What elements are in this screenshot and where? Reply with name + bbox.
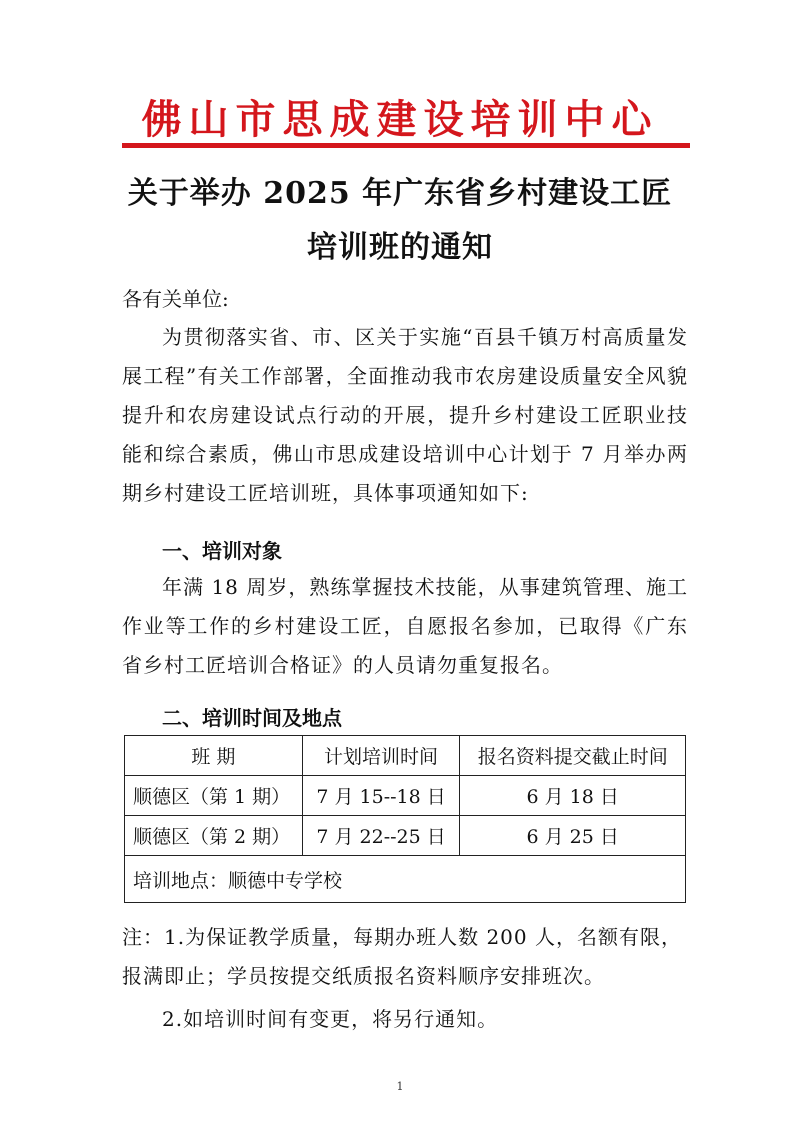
table-cell-deadline: 6 月 18 日: [460, 776, 686, 816]
section-2-heading: 二、培训时间及地点: [162, 706, 342, 730]
table-header-cell: 报名资料提交截止时间: [460, 736, 686, 776]
table-location-row: [125, 856, 686, 903]
letterhead-red-rule: [122, 143, 690, 148]
table-cell-training-time: 7 月 22--25 日: [302, 816, 460, 856]
table-header-cell: 计划培训时间: [302, 736, 460, 776]
section-1-body: 年满 18 周岁，熟练掌握技术技能，从事建筑管理、施工作业等工作的乡村建设工匠，自愿报名参加，已取得《广东省乡村工匠培训合格证》的人员请勿重复报名。: [122, 575, 688, 677]
note-1-line-2: 报满即止；学员按提交纸质报名资料顺序安排班次。: [122, 964, 605, 988]
org-letterhead-title: 佛山市思成建设培训中心: [141, 97, 659, 143]
table-cell-deadline: 6 月 25 日: [460, 816, 686, 856]
intro-paragraph: 为贯彻落实省、市、区关于实施“百县千镇万村高质量发展工程”有关工作部署，全面推动我市农房建设质量安全风貌提升和农房建设试点行动的开展，提升乡村建设工匠职业技能和综合素质，佛山市思成建设培训中心计划于 7 月举办两期乡村建设工匠培训班，具体事项通知如下:: [122, 325, 688, 505]
table-header-cell: 班 期: [125, 736, 303, 776]
training-location: 培训地点：顺德中专学校: [125, 856, 686, 903]
salutation: 各有关单位:: [122, 287, 229, 311]
table-cell-training-time: 7 月 15--18 日: [302, 776, 460, 816]
schedule-table: [124, 735, 686, 903]
table-cell-session: 顺德区（第 2 期）: [125, 816, 303, 856]
table-header-row: [125, 736, 686, 776]
table-row: [125, 776, 686, 816]
page-number: 1: [396, 1080, 404, 1093]
table-row: [125, 816, 686, 856]
note-2: 2.如培训时间有变更，将另行通知。: [162, 1007, 499, 1031]
table-cell-session: 顺德区（第 1 期）: [125, 776, 303, 816]
document-title-line-1: 关于举办 2025 年广东省乡村建设工匠: [127, 176, 673, 211]
note-1-line-1: 注：1.为保证教学质量，每期办班人数 200 人，名额有限，: [122, 925, 682, 949]
document-title-line-2: 培训班的通知: [307, 230, 493, 265]
section-1-heading: 一、培训对象: [162, 539, 282, 563]
